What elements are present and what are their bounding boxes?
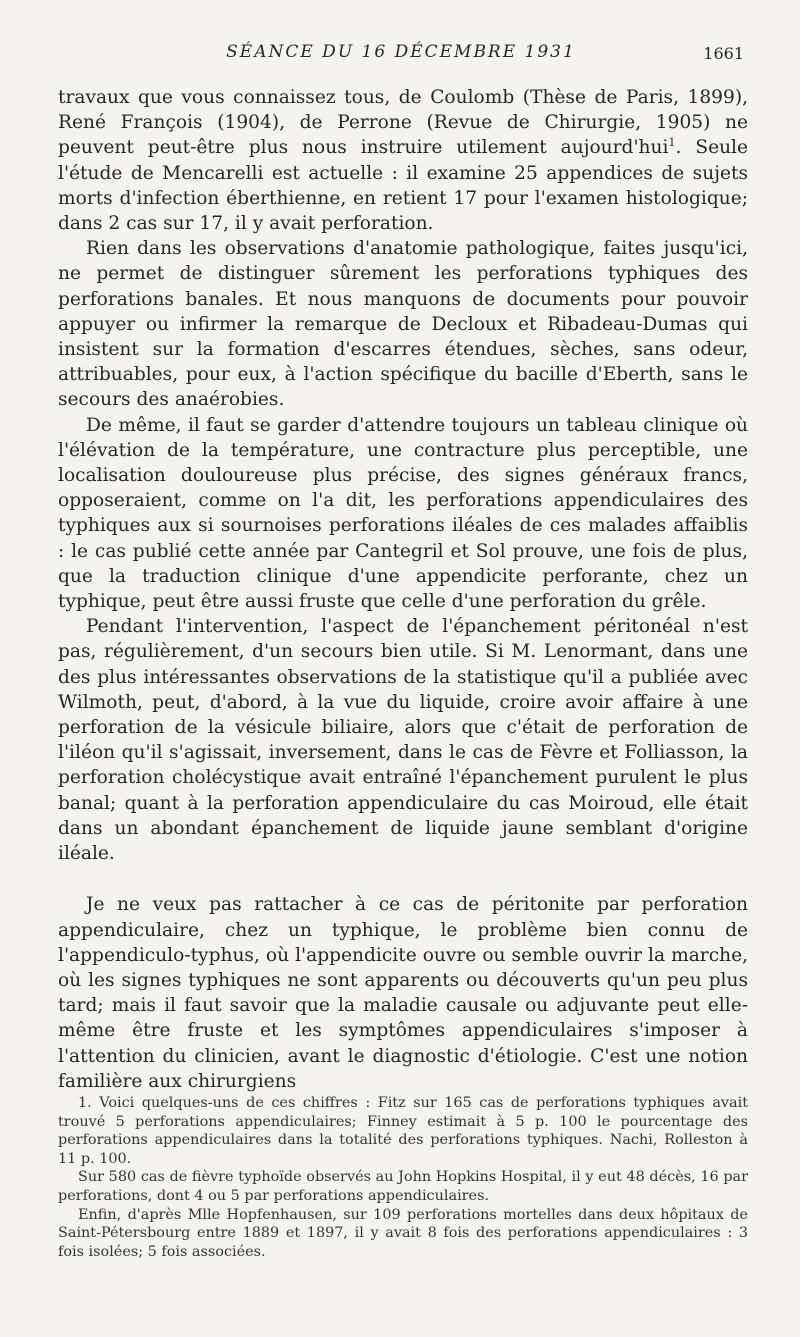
footnotes bbox=[58, 1094, 748, 1261]
body-text bbox=[58, 85, 748, 1094]
page-number: 1661 bbox=[703, 44, 744, 63]
page-header bbox=[58, 40, 744, 70]
paragraph-1-text: travaux que vous connaissez tous, de Coulomb (Thèse de Paris, 1899), René François (1904), de Perrone (Revue de Chirurgie, 1905) ne peuvent peut-être plus nous instruire utilement aujourd'hui bbox=[58, 87, 748, 159]
paragraph-4: Pendant l'intervention, l'aspect de l'épanchement péritonéal n'est pas, régulièrement, d'un secours bien utile. Si M. Lenormant, dans une des plus intéressantes observations de la statistique qu'il a publiée avec Wilmoth, peut, d'abord, à la vue du liquide, croire avoir affaire à une perforation de la vésicule biliaire, alors que c'était de perforation de l'iléon qu'il s'agissait, inversement, dans le cas de Fèvre et Folliasson, la perforation cholécystique avait entraîné l'épanchement purulent le plus banal; quant à la perforation appendiculaire du cas Moiroud, elle était dans un abondant épanchement de liquide jaune semblant d'origine iléale. bbox=[58, 616, 748, 865]
paragraph-2: Rien dans les observations d'anatomie pathologique, faites jusqu'ici, ne permet de distinguer sûrement les perforations typhiques des perforations banales. Et nous manquons de documents pour pouvoir appuyer ou infirmer la remarque de Decloux et Ribadeau-Dumas qui insistent sur la formation d'escarres étendues, sèches, sans odeur, attribuables, pour eux, à l'action spécifique du bacille d'Eberth, sans le secours des anaérobies. bbox=[58, 238, 748, 411]
paragraph-1 bbox=[58, 85, 748, 236]
paragraph-5: Je ne veux pas rattacher à ce cas de péritonite par perforation appendiculaire, chez un typhique, le problème bien connu de l'appendiculo-typhus, où l'appendicite ouvre ou semble ouvrir la marche, où les signes typhiques ne sont apparents ou découverts qu'un peu plus tard; mais il faut savoir que la maladie causale ou adjuvante peut elle-même être fruste et les symptômes appendiculaires s'imposer à l'attention du clinicien, avant le diagnostic d'étiologie. C'est une notion familière aux chirurgiens bbox=[58, 894, 748, 1092]
footnote-ref-1: 1 bbox=[668, 136, 676, 150]
running-title: SÉANCE DU 16 DÉCEMBRE 1931 bbox=[226, 42, 576, 62]
footnote-3: Enfin, d'après Mlle Hopfenhausen, sur 109 perforations mortelles dans deux hôpitaux de Saint-Pétersbourg entre 1889 et 1897, il y avait 8 fois des perforations appendiculaires : 3 fois isolées; 5 fois associées. bbox=[58, 1206, 748, 1260]
footnote-1: 1. Voici quelques-uns de ces chiffres : Fitz sur 165 cas de perforations typhiques avait trouvé 5 perforations appendiculaires; Finney estimait à 5 p. 100 le pourcentage des perforations appendiculaires dans la totalité des perforations typhiques. Nachi, Rolleston à 11 p. 100. bbox=[58, 1095, 748, 1167]
paragraph-3: De même, il faut se garder d'attendre toujours un tableau clinique où l'élévation de la température, une contracture plus perceptible, une localisation douloureuse plus précise, des signes généraux francs, opposeraient, comme on l'a dit, les perforations appendiculaires des typhiques aux si sournoises perforations iléales de ces malades affaiblis : le cas publié cette année par Cantegril et Sol prouve, une fois de plus, que la traduction clinique d'une appendicite perforante, chez un typhique, peut être aussi fruste que celle d'une perforation du grêle. bbox=[58, 414, 748, 613]
footnote-2: Sur 580 cas de fièvre typhoïde observés au John Hopkins Hospital, il y eut 48 décès, 16 par perforations, dont 4 ou 5 par perforations appendiculaires. bbox=[58, 1169, 748, 1204]
paragraph-1-rest: . Seule l'étude de Mencarelli est actuelle : il examine 25 appendices de sujets morts d'infection éberthienne, en retient 17 pour l'examen histologique; dans 2 cas sur 17, il y avait perforation. bbox=[58, 137, 748, 235]
